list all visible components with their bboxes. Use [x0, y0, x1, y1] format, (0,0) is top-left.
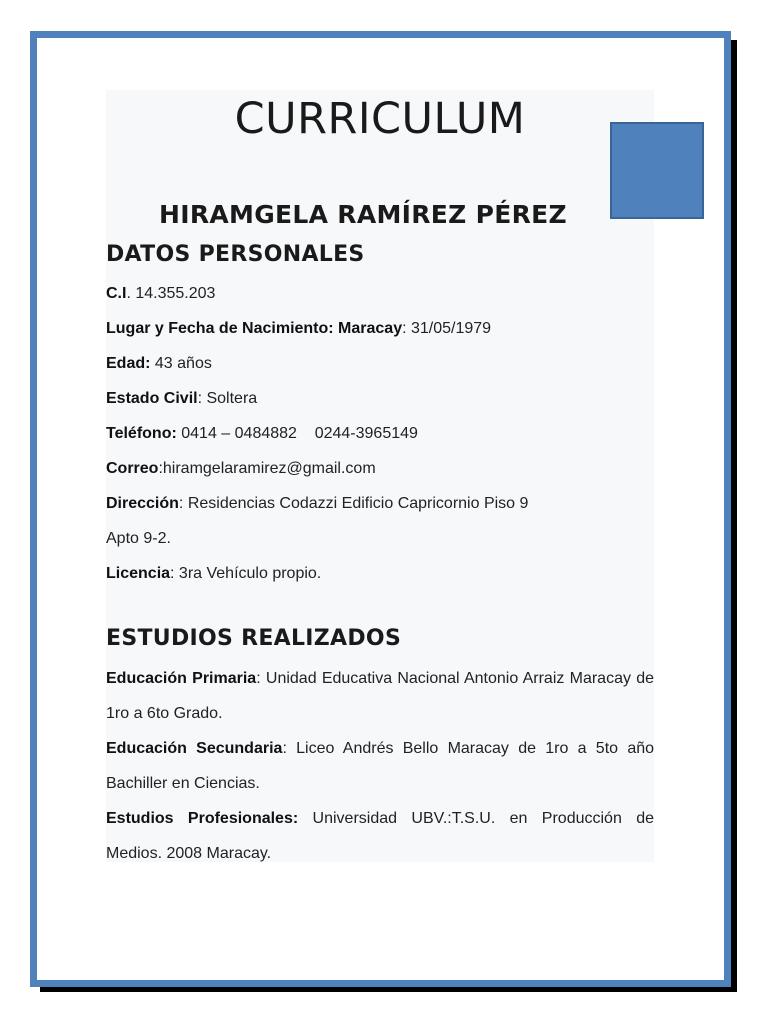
- license-label: Licencia: [106, 565, 171, 582]
- primary-education: [106, 661, 654, 731]
- birth-value: : 31/05/1979: [402, 320, 492, 337]
- professional-label: Estudios Profesionales:: [106, 810, 299, 827]
- birth-line: [106, 319, 491, 339]
- page-title: CURRICULUM: [234, 94, 526, 144]
- address-value: : Residencias Codazzi Edificio Capricornio Piso 9: [178, 495, 529, 512]
- resume-content: [106, 90, 654, 862]
- email-line: [106, 459, 376, 479]
- address-continuation: Apto 9-2.: [106, 530, 171, 547]
- secondary-education: [106, 731, 654, 801]
- primary-value: : Unidad Educativa Nacional Antonio Arraiz Maracay de 1ro a 6to Grado.: [106, 670, 655, 722]
- professional-value: Universidad UBV.:T.S.U. en Producción de Medios. 2008 Maracay.: [106, 810, 655, 862]
- phone-line: [106, 424, 418, 444]
- age-value: 43 años: [150, 355, 212, 372]
- primary-label: Educación Primaria: [106, 670, 257, 687]
- age-line: [106, 354, 212, 374]
- address-label: Dirección: [106, 495, 179, 512]
- age-label: Edad:: [106, 355, 151, 372]
- professional-studies: [106, 801, 654, 871]
- photo-placeholder: [610, 122, 704, 219]
- birth-label: Lugar y Fecha de Nacimiento: Maracay: [106, 320, 403, 337]
- license-line: [106, 564, 321, 584]
- personal-data-heading: DATOS PERSONALES: [106, 242, 365, 267]
- ci-label: C.I: [106, 285, 127, 302]
- phone-value: 0414 – 0484882 0244-3965149: [176, 425, 418, 442]
- civil-status-line: [106, 389, 257, 409]
- license-value: : 3ra Vehículo propio.: [170, 565, 322, 582]
- ci-value: . 14.355.203: [126, 285, 216, 302]
- address-line: [106, 494, 528, 514]
- secondary-value: : Liceo Andrés Bello Maracay de 1ro a 5to año Bachiller en Ciencias.: [106, 740, 655, 792]
- civil-status-label: Estado Civil: [106, 390, 198, 407]
- ci-line: [106, 284, 215, 304]
- studies-heading: ESTUDIOS REALIZADOS: [106, 626, 402, 651]
- email-value: :hiramgelaramirez@gmail.com: [158, 460, 376, 477]
- phone-label: Teléfono:: [106, 425, 177, 442]
- candidate-name: HIRAMGELA RAMÍREZ PÉREZ: [159, 200, 567, 229]
- email-label: Correo: [106, 460, 159, 477]
- secondary-label: Educación Secundaria: [106, 740, 283, 757]
- civil-status-value: : Soltera: [197, 390, 258, 407]
